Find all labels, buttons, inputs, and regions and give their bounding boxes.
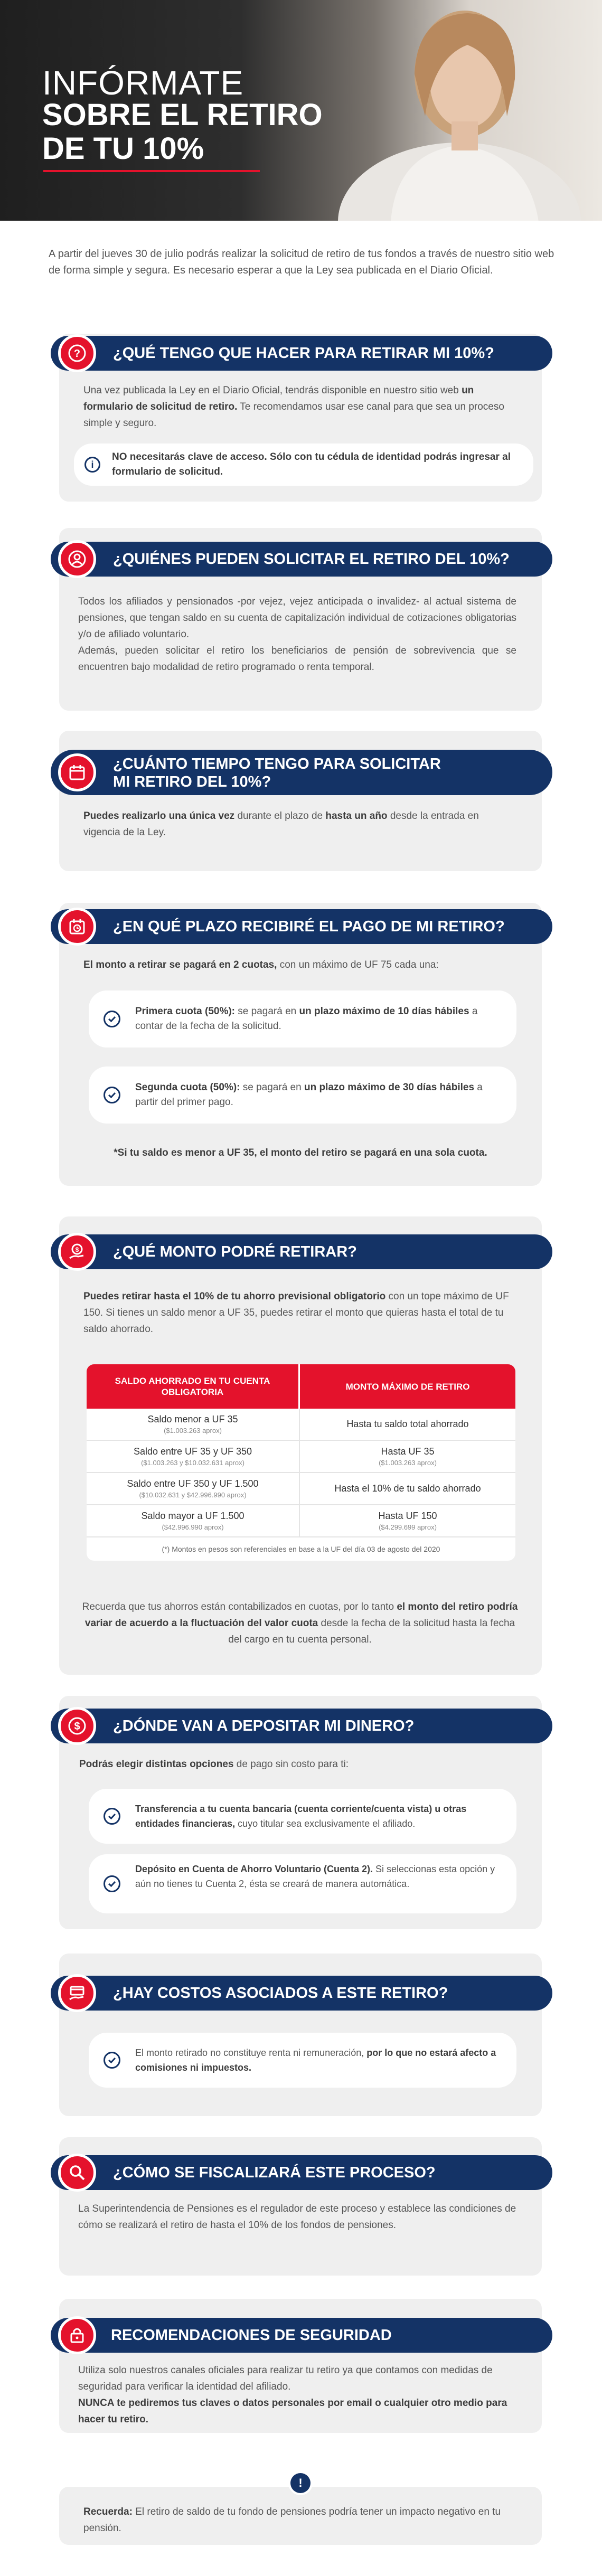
magnifier-icon — [58, 2154, 96, 2192]
table-header-monto: MONTO MÁXIMO DE RETIRO — [300, 1364, 515, 1409]
section-title-quienes: ¿QUIÉNES PUEDEN SOLICITAR EL RETIRO DEL 10%? — [113, 551, 510, 568]
table-cell: Saldo mayor a UF 1.500 — [141, 1511, 244, 1521]
table-cell: Hasta UF 35 — [381, 1446, 435, 1457]
section-title-fiscalizara: ¿CÓMO SE FISCALIZARÁ ESTE PROCESO? — [113, 2164, 436, 2181]
table-row — [87, 1505, 515, 1537]
list-text-segunda-cuota: Segunda cuota (50%): se pagará en un plazo máximo de 30 días hábiles a partir del primer pago. — [135, 1082, 483, 1108]
table-cell: Saldo entre UF 350 y UF 1.500 — [127, 1478, 259, 1489]
table-cell: Hasta UF 150 — [378, 1511, 437, 1521]
table-cell: Saldo menor a UF 35 — [147, 1414, 238, 1424]
note-text-clave: NO necesitarás clave de acceso. Sólo con tu cédula de identidad podrás ingresar al formulario de solicitud. — [112, 451, 511, 477]
card-hand-icon — [58, 1974, 96, 2012]
user-icon — [58, 540, 96, 578]
table-cell: Hasta el 10% de tu saldo ahorrado — [334, 1483, 481, 1494]
table-cell-sub: ($42.996.990 aprox) — [162, 1523, 224, 1531]
recuerda-icon-wrap — [288, 2471, 313, 2495]
hero-title-line2: SOBRE EL RETIRO DE TU 10% — [42, 98, 323, 166]
info-icon: ! — [290, 2473, 311, 2493]
calendar-icon — [58, 753, 96, 791]
table-row — [87, 1409, 515, 1441]
table-cell: Saldo entre UF 35 y UF 350 — [133, 1446, 252, 1457]
section-text-quienes-1: Todos los afiliados y pensionados -por vejez, vejez anticipada o invalidez- al actual sistema de pensiones, que tengan saldo en su cuenta de capitalización individual de cotizaciones obligatorias y/o de afiliado voluntario. — [78, 596, 516, 640]
section-text-monto-2: Recuerda que tus ahorros están contabilizados en cuotas, por lo tanto el monto del retiro podría variar de acuerdo a la fluctuación del valor cuota desde la fecha de la solicitud hasta la fecha del cargo en tu cuenta personal. — [82, 1601, 518, 1645]
section-text-seguridad: Utiliza solo nuestros canales oficiales para realizar tu retiro ya que contamos con medidas de seguridad para verificar la identidad del afiliado. NUNCA te pediremos tus claves o datos personales por email o cualquier otro medio para hacer tu retiro. — [78, 2365, 507, 2425]
check-icon — [104, 1808, 120, 1825]
section-title-plazo: ¿EN QUÉ PLAZO RECIBIRÉ EL PAGO DE MI RETIRO? — [113, 918, 505, 935]
check-icon — [104, 1087, 120, 1103]
table-row — [87, 1441, 515, 1473]
list-text-cuenta2: Depósito en Cuenta de Ahorro Voluntario (Cuenta 2). Si seleccionas esta opción y aún no tienes tu Cuenta 2, ésta se creará de manera automática. — [135, 1864, 495, 1889]
section-text-fiscalizara: La Superintendencia de Pensiones es el regulador de este proceso y establece las condiciones de cómo se realizará el retiro de hasta el 10% de los fondos de pensiones. — [78, 2203, 516, 2231]
section-text-monto: Puedes retirar hasta el 10% de tu ahorro previsional obligatorio con un tope máximo de UF 150. Si tienes un saldo menor a UF 35, puedes retirar el monto que quieras hasta el total de tu saldo ahorrado. — [83, 1291, 509, 1335]
recuerda-text: Recuerda: El retiro de saldo de tu fondo de pensiones podría tener un impacto negativo en tu pensión. — [83, 2506, 501, 2534]
section-title-monto: ¿QUÉ MONTO PODRÉ RETIRAR? — [113, 1243, 357, 1260]
lock-icon — [58, 2316, 96, 2354]
section-text-depositar: Podrás elegir distintas opciones de pago sin costo para ti: — [79, 1759, 349, 1770]
table-cell-sub: ($10.032.631 y $42.996.990 aprox) — [139, 1491, 247, 1499]
calendar-clock-icon — [58, 908, 96, 946]
check-icon — [104, 2052, 120, 2069]
table-cell-sub: ($1.003.263 y $10.032.631 aprox) — [141, 1459, 244, 1467]
section-title-seguridad: RECOMENDACIONES DE SEGURIDAD — [111, 2327, 392, 2344]
list-text-costos: El monto retirado no constituye renta ni remuneración, por lo que no estará afecto a comisiones ni impuestos. — [135, 2047, 496, 2073]
section-text-quienes-2: Además, pueden solicitar el retiro los beneficiarios de pensión de sobrevivencia que se encuentren bajo modalidad de retiro programado o renta temporal. — [78, 645, 516, 673]
note-una-cuota: *Si tu saldo es menor a UF 35, el monto del retiro se pagará en una sola cuota. — [114, 1147, 487, 1158]
section-text-tiempo: Puedes realizarlo una única vez durante el plazo de hasta un año desde la entrada en vigencia de la Ley. — [83, 810, 479, 838]
table-cell-sub: ($1.003.263 aprox) — [164, 1427, 222, 1435]
money-hand-icon — [58, 1233, 96, 1271]
hero-underline — [43, 170, 260, 172]
table-header-saldo: SALDO AHORRADO EN TU CUENTA OBLIGATORIA — [87, 1364, 300, 1409]
section-title-tiempo: ¿CUÁNTO TIEMPO TENGO PARA SOLICITAR MI RETIRO DEL 10%? — [113, 756, 441, 790]
dollar-coin-icon — [58, 1707, 96, 1745]
check-icon — [104, 1875, 120, 1892]
section-title-que-hacer: ¿QUÉ TENGO QUE HACER PARA RETIRAR MI 10%? — [113, 345, 494, 362]
svg-text:?: ? — [73, 348, 81, 360]
table-cell-sub: ($4.299.699 aprox) — [379, 1523, 437, 1531]
section-title-costos: ¿HAY COSTOS ASOCIADOS A ESTE RETIRO? — [113, 1985, 448, 2002]
section-text-plazo: El monto a retirar se pagará en 2 cuotas, con un máximo de UF 75 cada una: — [83, 959, 439, 970]
section-text-que-hacer: Una vez publicada la Ley en el Diario Oficial, tendrás disponible en nuestro sitio web un formulario de solicitud de retiro. Te recomendamos usar ese canal para que sea un proceso simple y seguro. — [83, 385, 504, 429]
table-cell-sub: ($1.003.263 aprox) — [379, 1459, 437, 1467]
table-row — [87, 1473, 515, 1505]
section-title-depositar: ¿DÓNDE VAN A DEPOSITAR MI DINERO? — [113, 1718, 415, 1734]
list-text-primera-cuota: Primera cuota (50%): se pagará en un plazo máximo de 10 días hábiles a contar de la fecha de la solicitud. — [135, 1006, 478, 1032]
question-icon — [58, 334, 96, 372]
info-icon: i — [84, 457, 100, 473]
hero-title-line1: INFÓRMATE — [42, 64, 244, 102]
svg-text:$: $ — [75, 1246, 79, 1253]
intro-text: A partir del jueves 30 de julio podrás realizar la solicitud de retiro de tus fondos a través de nuestro sitio web de forma simple y segura. Es necesario esperar a que la Ley sea publicada en el Diario Oficial. — [49, 248, 554, 276]
monto-table — [87, 1364, 515, 1561]
svg-text:$: $ — [74, 1721, 80, 1732]
hero-banner — [0, 0, 602, 221]
check-icon — [104, 1011, 120, 1027]
list-text-transferencia: Transferencia a tu cuenta bancaria (cuenta corriente/cuenta vista) u otras entidades financieras, cuyo titular sea exclusivamente el afiliado. — [135, 1804, 467, 1829]
table-cell: Hasta tu saldo total ahorrado — [346, 1419, 469, 1429]
table-footnote: (*) Montos en pesos son referenciales en base a la UF del día 03 de agosto del 2020 — [87, 1537, 515, 1561]
